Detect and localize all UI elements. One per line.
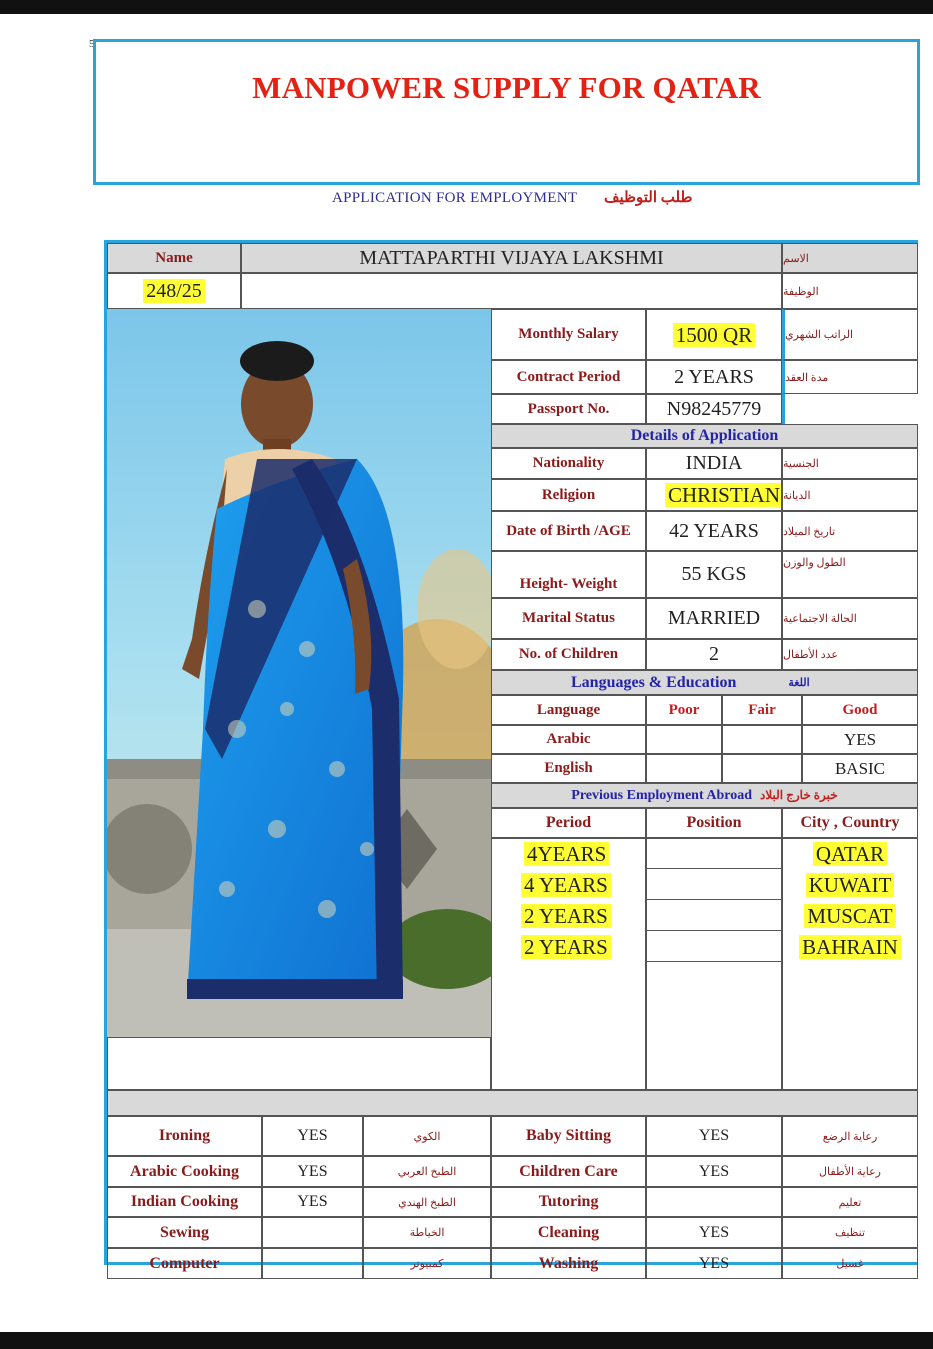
- skill-arabic: رعاية الرضع: [782, 1116, 918, 1156]
- skill-label: Computer: [107, 1248, 262, 1279]
- skill-value: YES: [646, 1217, 782, 1248]
- employment-country-value: KUWAIT: [806, 873, 895, 897]
- application-arabic: الحالة الاجتماعية: [782, 598, 918, 639]
- name-arabic-label: الاسم: [782, 243, 918, 273]
- skill-label: Indian Cooking: [107, 1187, 262, 1217]
- agency-title: MANPOWER SUPPLY FOR QATAR: [252, 70, 761, 105]
- application-label: Marital Status: [491, 598, 646, 639]
- skill-value: YES: [646, 1156, 782, 1187]
- skill-arabic: الطبخ العربي: [363, 1156, 491, 1187]
- employment-period: [491, 869, 646, 900]
- application-arabic: الجنسية: [782, 448, 918, 479]
- reference-number: 248/25: [143, 279, 205, 303]
- application-label: Height- Weight: [491, 551, 646, 598]
- employment-country: [782, 869, 918, 900]
- skill-arabic: الكوي: [363, 1116, 491, 1156]
- application-label: No. of Children: [491, 639, 646, 670]
- application-label: Religion: [491, 479, 646, 511]
- language-level: BASIC: [802, 754, 918, 783]
- employment-header: Period: [491, 808, 646, 838]
- skill-value: [262, 1248, 363, 1279]
- employment-country: [782, 838, 918, 869]
- application-value: 55 KGS: [646, 551, 782, 598]
- employment-country: [782, 931, 918, 962]
- skill-arabic: الخياطة: [363, 1217, 491, 1248]
- application-value: INDIA: [646, 448, 782, 479]
- detail-value: N98245779: [646, 394, 782, 424]
- page-mark: 5: [89, 38, 95, 50]
- skill-value: YES: [262, 1156, 363, 1187]
- employment-period: [491, 931, 646, 962]
- employment-period-value: 2 YEARS: [521, 935, 611, 959]
- skill-value: YES: [262, 1187, 363, 1217]
- language-level: YES: [802, 725, 918, 754]
- skill-value: [646, 1187, 782, 1217]
- skill-arabic: تنظيف: [782, 1217, 918, 1248]
- detail-arabic: مدة العقد: [782, 360, 918, 394]
- skill-label: Arabic Cooking: [107, 1156, 262, 1187]
- application-form-page: [0, 14, 933, 1332]
- skill-arabic: تعليم: [782, 1187, 918, 1217]
- employment-period: [491, 838, 646, 869]
- application-section-title: Details of Application: [491, 424, 918, 448]
- candidate-name: MATTAPARTHI VIJAYA LAKSHMI: [241, 243, 782, 273]
- language-level: [722, 725, 802, 754]
- detail-value: 2 YEARS: [646, 360, 782, 394]
- employment-header: Position: [646, 808, 782, 838]
- language-header: Poor: [646, 695, 722, 725]
- language-header: Good: [802, 695, 918, 725]
- skills-separator: [107, 1090, 918, 1116]
- language-header: Language: [491, 695, 646, 725]
- photo-blank-area: [107, 1037, 491, 1090]
- employment-position: [646, 869, 782, 900]
- skill-value: YES: [646, 1248, 782, 1279]
- skill-value: YES: [646, 1116, 782, 1156]
- application-value: 2: [646, 639, 782, 670]
- detail-label: Passport No.: [491, 394, 646, 424]
- employment-title: Previous Employment Abroad: [571, 787, 753, 803]
- candidate-photo: [107, 309, 491, 1037]
- skill-value: YES: [262, 1116, 363, 1156]
- language-level: [722, 754, 802, 783]
- employment-country: [782, 900, 918, 931]
- employment-period-value: 2 YEARS: [521, 904, 611, 928]
- employment-period-value: 4 YEARS: [521, 873, 611, 897]
- detail-value-value: 1500 QR: [673, 323, 755, 347]
- detail-label: Monthly Salary: [491, 309, 646, 360]
- skill-arabic: غسيل: [782, 1248, 918, 1279]
- skill-label: Sewing: [107, 1217, 262, 1248]
- reference-arabic-label: الوظيفة: [782, 273, 918, 309]
- employment-country-value: MUSCAT: [804, 904, 895, 928]
- skill-label: Baby Sitting: [491, 1116, 646, 1156]
- employment-position: [646, 931, 782, 962]
- bottom-edge: [0, 1332, 933, 1349]
- application-arabic: الطول والوزن: [782, 551, 918, 598]
- language-name: Arabic: [491, 725, 646, 754]
- application-arabic: عدد الأطفال: [782, 639, 918, 670]
- skill-value: [262, 1217, 363, 1248]
- language-level: [646, 754, 722, 783]
- employment-country-value: BAHRAIN: [799, 935, 901, 959]
- application-arabic: تاريخ الميلاد: [782, 511, 918, 551]
- skill-arabic: رعاية الأطفال: [782, 1156, 918, 1187]
- application-value-value: CHRISTIAN: [665, 483, 782, 507]
- reference-cell: [107, 273, 241, 309]
- skill-label: Ironing: [107, 1116, 262, 1156]
- detail-value: [646, 309, 782, 360]
- employment-section-title: [491, 783, 918, 808]
- reference-blank: [241, 273, 782, 309]
- application-value: [646, 479, 782, 511]
- language-name: English: [491, 754, 646, 783]
- language-level: [646, 725, 722, 754]
- application-value: MARRIED: [646, 598, 782, 639]
- skill-label: Washing: [491, 1248, 646, 1279]
- skill-arabic: الطبخ الهندي: [363, 1187, 491, 1217]
- name-label: Name: [107, 243, 241, 273]
- skill-label: Tutoring: [491, 1187, 646, 1217]
- application-arabic-label: طلب التوظيف: [604, 190, 693, 206]
- employment-arabic-title: خبرة خارج البلاد: [760, 788, 838, 802]
- detail-arabic: الراتب الشهري: [782, 309, 918, 360]
- skill-label: Children Care: [491, 1156, 646, 1187]
- employment-header: City , Country: [782, 808, 918, 838]
- detail-label: Contract Period: [491, 360, 646, 394]
- employment-period: [491, 900, 646, 931]
- language-header: Fair: [722, 695, 802, 725]
- languages-title: Languages & Education: [571, 673, 737, 691]
- employment-country-value: QATAR: [813, 842, 887, 866]
- employment-position: [646, 838, 782, 869]
- detail-arabic: [782, 394, 918, 424]
- application-arabic: الديانة: [782, 479, 918, 511]
- header-box: [93, 39, 920, 185]
- application-label: APPLICATION FOR EMPLOYMENT: [332, 190, 578, 206]
- employment-period-value: 4YEARS: [524, 842, 609, 866]
- application-value: 42 YEARS: [646, 511, 782, 551]
- languages-section-title: [491, 670, 918, 695]
- application-label: Nationality: [491, 448, 646, 479]
- skill-arabic: كمبيوتر: [363, 1248, 491, 1279]
- employment-position: [646, 900, 782, 931]
- languages-arabic-title: اللغة: [788, 677, 810, 689]
- skill-label: Cleaning: [491, 1217, 646, 1248]
- application-label: Date of Birth /AGE: [491, 511, 646, 551]
